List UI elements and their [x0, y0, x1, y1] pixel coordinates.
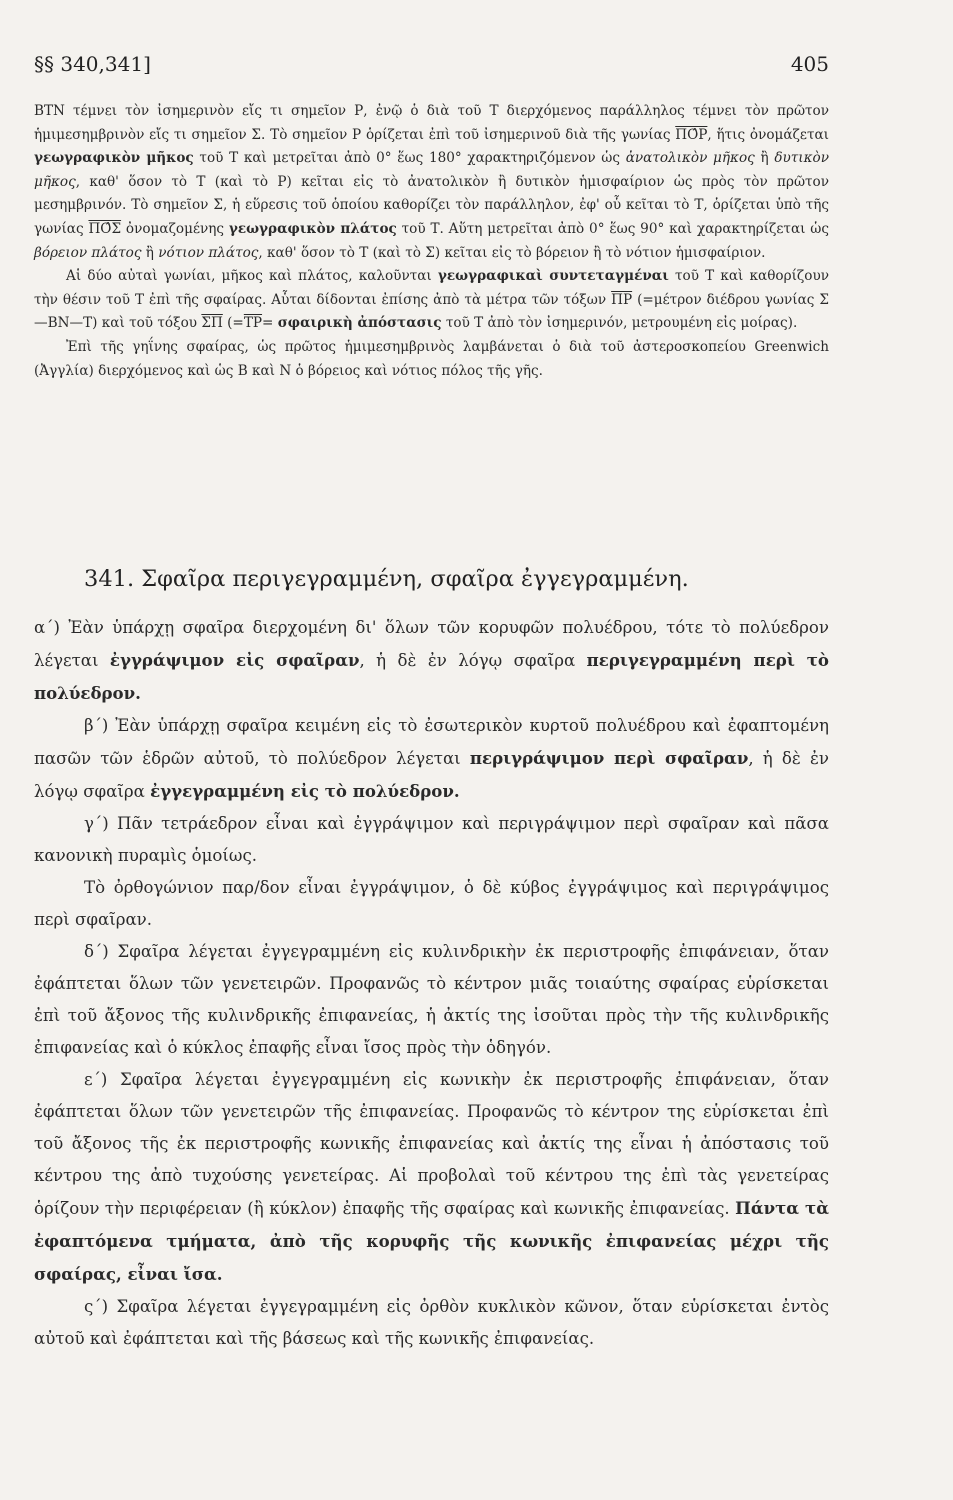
- paragraph-greenwich: Ἐπὶ τῆς γηΐνης σφαίρας, ὡς πρῶτος ἡμιμεσημβρινὸς λαμβάνεται ὁ διὰ τοῦ ἀστεροσκοπείου Greenwich (Ἀγγλία) διερχόμενος καὶ ὡς Β καὶ Ν ὁ βόρειος καὶ νότιος πόλος τῆς γῆς.: [34, 338, 829, 379]
- item-b: β΄) Ἐὰν ὑπάρχῃ σφαῖρα κειμένη εἰς τὸ ἐσωτερικὸν κυρτοῦ πολυέδρου καὶ ἐφαπτομένη πασῶν τῶν ἑδρῶν αὐτοῦ, τὸ πολύεδρον λέγεται περιγράψιμον περὶ σφαῖραν, ἡ δὲ ἐν λόγῳ σφαῖρα ἐγγεγραμμένη εἰς τὸ πολύεδρον.: [34, 716, 830, 801]
- page-number: 405: [790, 52, 829, 76]
- term-latitude: γεωγραφικὸν πλάτος: [228, 220, 397, 237]
- term-longitude: γεωγραφικὸν μῆκος: [34, 150, 194, 167]
- section-340-continuation: [34, 100, 829, 383]
- item-c-note: Τὸ ὀρθογώνιον παρ/δον εἶναι ἐγγράψιμον, ὁ δὲ κύβος ἐγγράψιμος καὶ περιγράψιμος περὶ σφαῖραν.: [34, 878, 829, 929]
- angle-label: ΠΟ̂Ρ: [675, 126, 708, 143]
- arc-label: $\overline{\Pi P}$: [611, 291, 633, 308]
- angle-label: ΠΟ̂Σ: [88, 220, 122, 237]
- section-title: 341. Σφαῖρα περιγεγραμμένη, σφαῖρα ἐγγεγραμμένη.: [84, 566, 689, 592]
- arc-label: $\overline{TP}$: [243, 315, 263, 332]
- section-reference: §§ 340,341]: [34, 52, 151, 76]
- arc-label: $\overline{\Sigma\Pi}$: [201, 315, 223, 332]
- item-d: δ΄) Σφαῖρα λέγεται ἐγγεγραμμένη εἰς κυλινδρικὴν ἐκ περιστροφῆς ἐπιφάνειαν, ὅταν ἐφάπτεται ὅλων τῶν γενετειρῶν. Προφανῶς τὸ κέντρον μιᾶς τοιαύτης σφαίρας εὑρίσκεται ἐπὶ τοῦ ἄξονος τῆς κυλινδρικῆς ἐπιφανείας, ἡ ἀκτίς της ἰσοῦται πρὸς τὴν τῆς κυλινδρικῆς ἐπιφανείας καὶ ὁ κύκλος ἐπαφῆς εἶναι ἴσος πρὸς τὴν ὁδηγόν.: [34, 942, 829, 1057]
- term-coordinates: γεωγραφικαὶ συντεταγμέναι: [437, 268, 669, 285]
- item-c: γ΄) Πᾶν τετράεδρον εἶναι καὶ ἐγγράψιμον καὶ περιγράψιμον περὶ σφαῖραν καὶ πᾶσα κανονικὴ πυραμὶς ὁμοίως.: [34, 814, 829, 865]
- term-spherical-distance: σφαιρικὴ ἀπόστασις: [277, 315, 442, 332]
- item-f: ς΄) Σφαῖρα λέγεται ἐγγεγραμμένη εἰς ὀρθὸν κυκλικὸν κῶνον, ὅταν εὑρίσκεται ἐντὸς αὐτοῦ καὶ ἐφάπτεται καὶ τῆς βάσεως καὶ τῆς κωνικῆς ἐπιφανείας.: [34, 1297, 829, 1348]
- item-e: ε΄) Σφαῖρα λέγεται ἐγγεγραμμένη εἰς κωνικὴν ἐκ περιστροφῆς ἐπιφάνειαν, ὅταν ἐφάπτεται ὅλων τῶν γενετειρῶν τῆς ἐπιφανείας. Προφανῶς τὸ κέντρον της εὑρίσκεται ἐπὶ τοῦ ἄξονος τῆς ἐκ περιστροφῆς κωνικῆς ἐπιφανείας καὶ ἀκτίς της εἶναι ἡ ἀπόστασις τοῦ κέντρου της ἀπὸ τυχούσης γενετείρας. Αἱ προβολαὶ τοῦ κέντρου της ἐπὶ τὰς γενετείρας ὁρίζουν τὴν περιφέρειαν (ἢ κύκλον) ἐπαφῆς τῆς σφαίρας καὶ κωνικῆς ἐπιφανείας. Πάντα τὰ ἐφαπτόμενα τμήματα, ἀπὸ τῆς κορυφῆς τῆς κωνικῆς ἐπιφανείας μέχρι τῆς σφαίρας, εἶναι ἴσα.: [34, 1070, 829, 1284]
- item-a: α΄) Ἐὰν ὑπάρχῃ σφαῖρα διερχομένη δι' ὅλων τῶν κορυφῶν πολυέδρου, τότε τὸ πολύεδρον λέγεται ἐγγράψιμον εἰς σφαῖραν, ἡ δὲ ἐν λόγῳ σφαῖρα περιγεγραμμένη περὶ τὸ πολύεδρον.: [34, 618, 829, 703]
- section-341-body: [34, 612, 829, 1355]
- paragraph-coordinates: Αἱ δύο αὐταὶ γωνίαι, μῆκος καὶ πλάτος, καλοῦνται γεωγραφικαὶ συντεταγμέναι τοῦ Τ καὶ καθορίζουν τὴν θέσιν τοῦ Τ ἐπὶ τῆς σφαίρας. Αὗται δίδονται ἐπίσης ἀπὸ τὰ μέτρα τῶν τόξων $\overline{\Pi P}$ (=μέτρον διέδρου γωνίας Σ—ΒΝ—Τ) καὶ τοῦ τόξου $\overline{\Sigma\Pi}$ ($=\overline{TP}=$ σφαιρικὴ ἀπόστασις τοῦ Τ ἀπὸ τὸν ἰσημερινόν, μετρουμένη εἰς μοίρας).: [34, 268, 830, 332]
- paragraph-longitude-latitude: ΒΤΝ τέμνει τὸν ἰσημερινὸν εἴς τι σημεῖον Ρ, ἐνῷ ὁ διὰ τοῦ Τ διερχόμενος παράλληλος τέμνει τὸν πρῶτον ἡμιμεσημβρινὸν εἴς τι σημεῖον Σ. Τὸ σημεῖον Ρ ὁρίζεται ἐπὶ τοῦ ἰσημερινοῦ διὰ τῆς γωνίας ΠΟ̂Ρ, ἥτις ὀνομάζεται γεωγραφικὸν μῆκος τοῦ Τ καὶ μετρεῖται ἀπὸ 0° ἕως 180° χαρακτηριζόμενον ὡς ἀνατολικὸν μῆκος ἢ δυτικὸν μῆκος, καθ' ὅσον τὸ Τ (καὶ τὸ Ρ) κεῖται εἰς τὸ ἀνατολικὸν ἢ δυτικὸν ἡμισφαίριον ὡς πρὸς τὸν πρῶτον μεσημβρινόν. Τὸ σημεῖον Σ, ἡ εὕρεσις τοῦ ὁποίου καθορίζει τὸν παράλληλον, ἐφ' οὗ κεῖται τὸ Τ, ὁρίζεται ὑπὸ τῆς γωνίας ΠΟ̂Σ ὀνομαζομένης γεωγραφικὸν πλάτος τοῦ Τ. Αὕτη μετρεῖται ἀπὸ 0° ἕως 90° καὶ χαρακτηρίζεται ὡς βόρειον πλάτος ἢ νότιον πλάτος, καθ' ὅσον τὸ Τ (καὶ τὸ Σ) κεῖται εἰς τὸ βόρειον ἢ τὸ νότιον ἡμισφαίριον.: [34, 103, 830, 261]
